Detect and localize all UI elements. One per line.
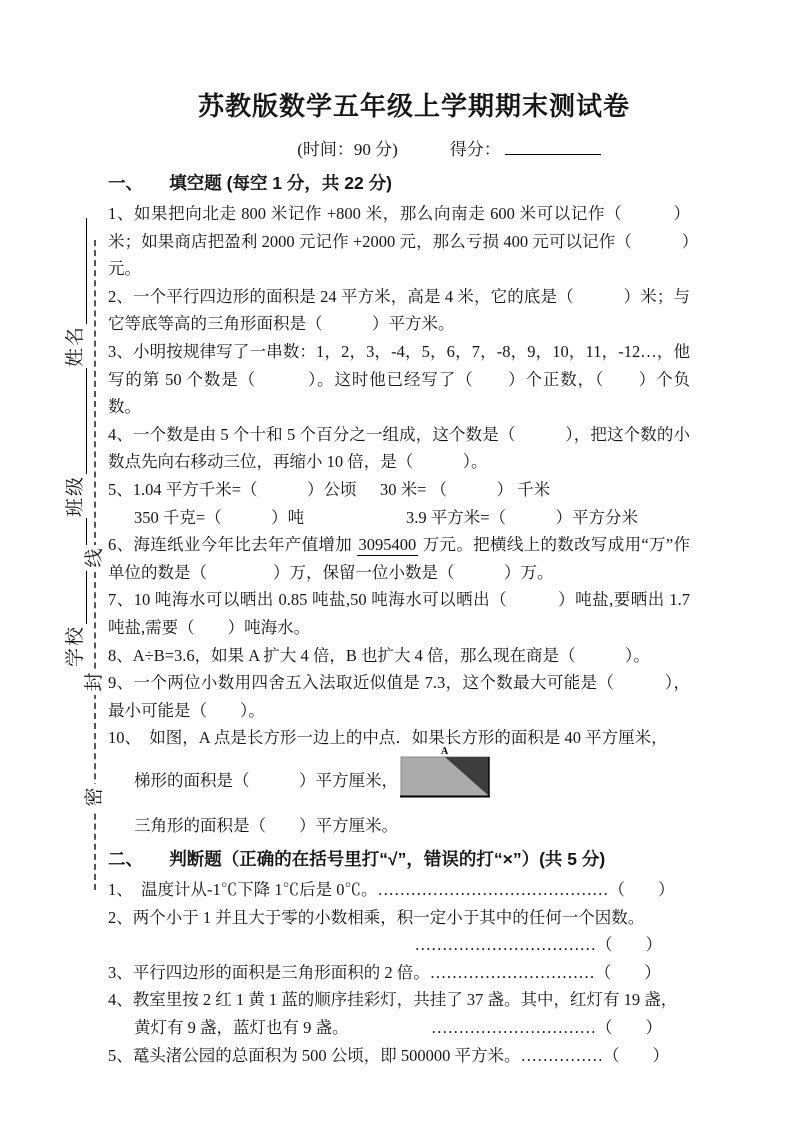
judge-question-1: 1、 温度计从-1℃下降 1℃后是 0℃。……………………………………（ ）: [108, 880, 675, 900]
judge-q4-text: 黄灯有 9 盏，蓝灯也有 9 盏。: [134, 1018, 349, 1038]
judge-question-3: 3、平行四边形的面积是三角形面积的 2 倍。…………………………（ ）: [108, 962, 661, 982]
fill-q6-text-post: 万元。把横线上的数改写成用“万”作单位的数是（ ）万，保留一位小数是（ ）万。: [108, 535, 690, 582]
class-blank: [66, 368, 87, 474]
rectangle-figure: [395, 744, 497, 802]
fill-question-2: 2、一个平行四边形的面积是 24 平方米，高是 4 米，它的底是（ ）米；与它等底等高的三角形面积是（ ）平方米。: [108, 286, 690, 334]
judge-q4-answer-leader: …………………………（ ）: [431, 1018, 662, 1038]
fill-question-8: 8、A÷B=3.6，如果 A 扩大 4 倍，B 也扩大 4 倍，那么现在商是（ ）。: [108, 645, 650, 665]
judge-question-2-answer-line: ……………………………（ ）: [414, 935, 662, 955]
name-label: 姓名: [65, 324, 86, 367]
score-label: 得分：: [449, 140, 501, 159]
section-judge-heading: 二、 判断题（正确的在括号里打“√”，错误的打“×”）(共 5 分): [108, 849, 606, 870]
fill-q6-text-pre: 6、海连纸业今年比去年产值增加: [108, 535, 357, 555]
fill-question-3: 3、小明按规律写了一串数：1，2，3，-4，5，6，7，-8，9，10，11，-12…，他写的第 50 个数是（ ）。这时他已经写了（ ）个正数，（ ）个负数。: [108, 341, 690, 417]
fill-q10-line3: 三角形的面积是（ ）平方厘米。: [134, 816, 398, 836]
seal-char-feng: 封: [82, 669, 108, 695]
fill-q10-line2: 梯形的面积是（ ）平方厘米，: [134, 770, 398, 790]
class-label: 班级: [65, 474, 86, 517]
score-field: [450, 135, 601, 160]
judge-question-4-line2: [108, 1014, 690, 1042]
fill-question-1: 1、如果把向北走 800 米记作 +800 米，那么向南走 600 米可以记作（ ）米；如果商店把盈利 2000 元记作 +2000 元，那么亏损 400 元可以记作（ ）元。: [108, 204, 690, 279]
meta-row: [108, 135, 690, 160]
fill-question-6: [108, 531, 690, 586]
school-label: 学校: [65, 624, 86, 667]
fill-question-9: 9、一个两位小数用四舍五入法取近似值是 7.3，这个数最大可能是（ ），最小可能是（ ）。: [108, 673, 690, 720]
fill-q5-conversion-4: 3.9 平方米=（ ）平方分米: [406, 507, 639, 527]
fill-q5-conversion-3: 350 千克=（ ）吨: [134, 507, 305, 527]
fill-q5-conversion-1: 5、1.04 平方千米=（ ）公顷: [108, 479, 357, 499]
page-title: 苏教版数学五年级上学期期末测试卷: [197, 91, 630, 121]
fill-q10-line1: 10、 如图，A 点是长方形一边上的中点．如果长方形的面积是 40 平方厘米，: [108, 728, 668, 748]
student-info-fields: [59, 218, 87, 668]
judge-question-4: 4、教室里按 2 红 1 黄 1 蓝的顺序挂彩灯，共挂了 37 盏。其中，红灯有 19 盏，: [108, 990, 678, 1010]
score-blank: [505, 150, 601, 155]
seal-char-mi: 密: [82, 784, 108, 810]
section-fill-heading: 一、 填空题 (每空 1 分，共 22 分): [108, 173, 392, 193]
fill-question-5-row1: [108, 476, 690, 504]
fill-q5-conversion-2: 30 米= （ ） 千米: [380, 479, 551, 499]
time-label: (时间：90 分): [297, 140, 398, 159]
name-blank: [66, 218, 87, 324]
fill-question-7: 7、10 吨海水可以晒出 0.85 吨盐,50 吨海水可以晒出（ ）吨盐,要晒出 1.7 吨盐,需要（ ）吨海水。: [108, 590, 690, 637]
seal-char-xian: 线: [82, 545, 108, 571]
fill-question-5-row2: [108, 504, 690, 532]
judge-question-2: 2、两个小于 1 并且大于零的小数相乘，积一定小于其中的任何一个因数。: [108, 907, 645, 927]
judge-question-5: 5、鼋头渚公园的总面积为 500 公顷，即 500000 平方米。……………（ ）: [108, 1045, 669, 1065]
fill-question-10: [108, 724, 690, 840]
paper-content: [108, 86, 690, 1069]
point-a-label: A: [441, 746, 449, 758]
fill-question-4: 4、一个数是由 5 个十和 5 个百分之一组成，这个数是（ ），把这个数的小数点先向右移动三位，再缩小 10 倍，是（ ）。: [108, 424, 690, 472]
underlined-number: 3095400: [358, 535, 417, 555]
